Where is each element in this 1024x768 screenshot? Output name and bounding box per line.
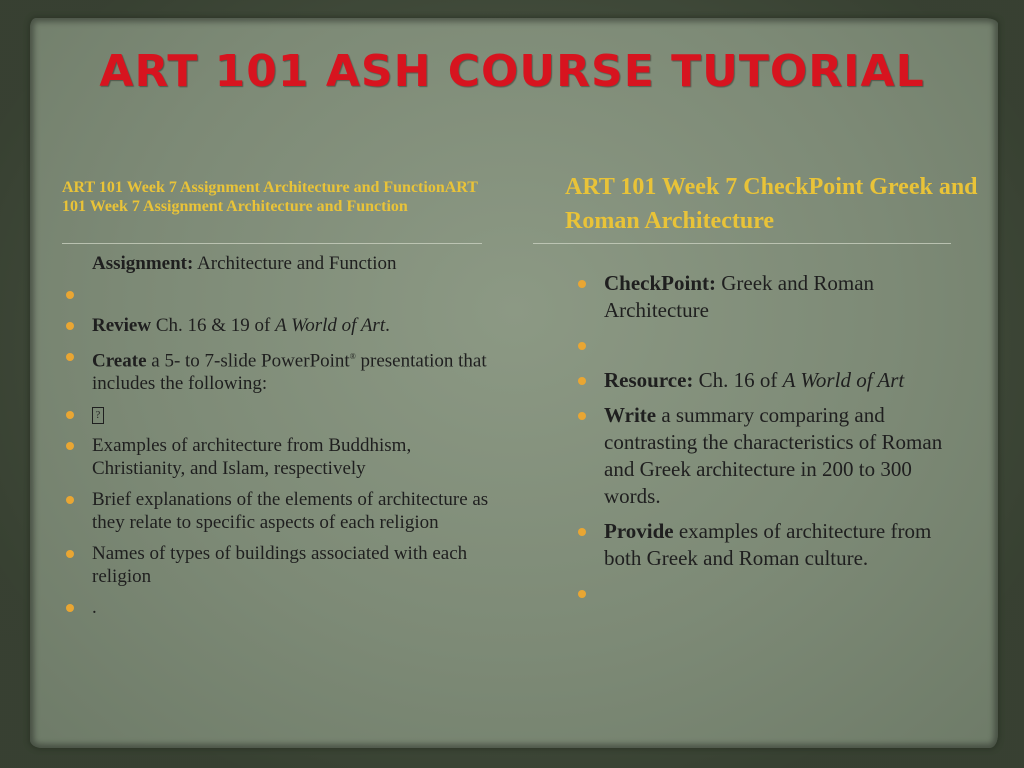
review-book-title: A World of Art [275, 315, 386, 336]
list-item-empty [604, 580, 954, 607]
checkpoint-text: Greek and Roman Architecture [604, 271, 875, 322]
assignment-text: Architecture and Function [193, 253, 397, 274]
left-heading-divider [62, 243, 482, 244]
bullet-icon [578, 590, 586, 598]
registered-mark: ® [349, 352, 356, 361]
resource-book-title: A World of Art [782, 368, 905, 392]
list-item-checkpoint [604, 270, 954, 324]
list-item-examples [92, 434, 502, 480]
list-item-write [604, 402, 954, 510]
right-heading-divider [533, 243, 951, 244]
list-item-create [92, 345, 502, 395]
create-text-2: presentation that includes the following: [92, 350, 487, 395]
examples-text: Examples of architecture from Buddhism, Christianity, and Islam, respectively [92, 435, 412, 480]
right-bullet-list [604, 270, 954, 615]
list-item-resource [604, 367, 954, 394]
resource-label: Resource: [604, 368, 694, 392]
dot-text: . [92, 597, 97, 619]
provide-text: examples of architecture from both Greek and Roman culture. [604, 519, 932, 570]
list-item-explanations [92, 488, 502, 534]
left-column-heading: ART 101 Week 7 Assignment Architecture and FunctionART 101 Week 7 Assignment Architecture and Function [62, 179, 478, 215]
list-item-placeholder [92, 403, 502, 426]
list-item-names [92, 542, 502, 588]
names-text: Names of types of buildings associated with each religion [92, 543, 468, 588]
bullet-icon [66, 291, 74, 299]
list-item-empty [92, 283, 502, 306]
review-end: . [385, 315, 390, 336]
list-item-dot [92, 596, 502, 619]
bullet-icon [578, 280, 586, 288]
list-item-empty [604, 332, 954, 359]
write-text: a summary comparing and contrasting the characteristics of Roman and Greek architecture in 200 to 300 words. [604, 403, 943, 508]
checkpoint-label: CheckPoint: [604, 271, 716, 295]
write-label: Write [604, 403, 657, 427]
explanations-text: Brief explanations of the elements of architecture as they relate to specific aspects of each religion [92, 489, 489, 534]
bullet-icon [578, 528, 586, 536]
left-bullet-list [92, 252, 502, 627]
bullet-icon [578, 412, 586, 420]
review-label: Review [92, 315, 152, 336]
list-item-provide [604, 518, 954, 572]
bullet-icon [66, 322, 74, 330]
review-text: Ch. 16 & 19 of [151, 315, 276, 336]
bullet-icon [578, 377, 586, 385]
missing-glyph-icon: ? [92, 407, 104, 424]
provide-label: Provide [604, 519, 674, 543]
create-label: Create [92, 350, 147, 372]
right-column-heading: ART 101 Week 7 CheckPoint Greek and Roman Architecture [565, 174, 978, 234]
assignment-label: Assignment: [92, 253, 194, 274]
create-text-1: a 5- to 7-slide PowerPoint [146, 350, 350, 372]
slide-title: ART 101 ASH COURSE TUTORIAL [99, 46, 925, 97]
bullet-icon [66, 353, 74, 361]
list-item-review [92, 314, 502, 337]
resource-text: Ch. 16 of [693, 368, 783, 392]
list-item-assignment [92, 252, 502, 275]
bullet-icon [578, 342, 586, 350]
